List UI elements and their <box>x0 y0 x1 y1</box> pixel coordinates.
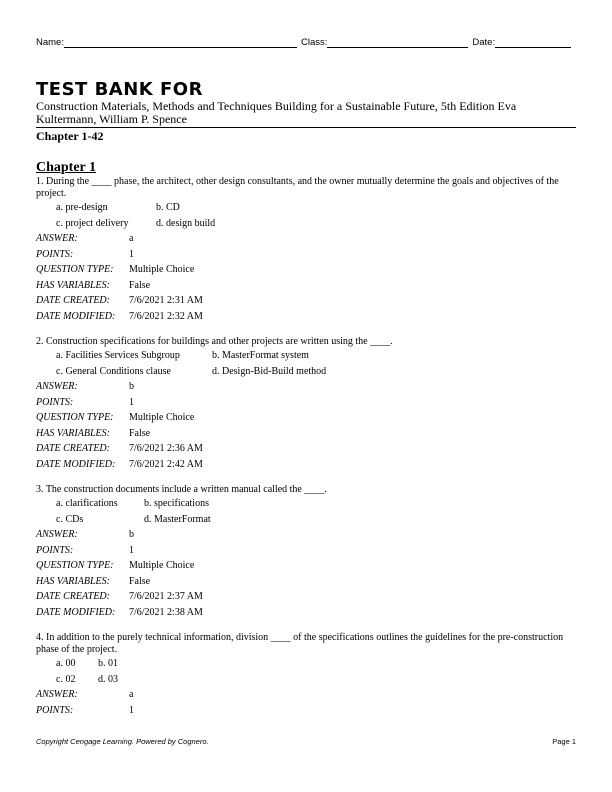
date-blank <box>495 38 571 48</box>
name-label: Name: <box>36 37 64 48</box>
date-modified-value: 7/6/2021 2:42 AM <box>129 458 203 470</box>
book-title-line-1: Construction Materials, Methods and Techniques Building for a Sustainable Future, 5th Edition Eva <box>36 99 517 113</box>
question-type-value: Multiple Choice <box>129 412 195 424</box>
question-list <box>36 160 576 730</box>
answer-option: c. CDs <box>56 513 84 525</box>
question-item <box>36 484 576 620</box>
answer-option: d. MasterFormat <box>144 513 211 525</box>
answer-option: a. clarifications <box>56 498 118 510</box>
question-text: 4. In addition to the purely technical information, division ____ of the specifications outlines the guidelines for the pre-construction phase of the project. <box>36 632 564 655</box>
date-created-label: DATE CREATED: <box>36 443 110 455</box>
points-value: 1 <box>129 396 134 408</box>
answer-option: d. 03 <box>98 673 118 685</box>
name-blank <box>64 38 297 48</box>
question-item <box>36 632 576 718</box>
question-type-value: Multiple Choice <box>129 264 195 276</box>
points-label: POINTS: <box>36 248 74 260</box>
points-label: POINTS: <box>36 544 74 556</box>
title-divider <box>36 127 576 128</box>
test-bank-title: TEST BANK FOR <box>36 79 203 100</box>
copyright-notice: Copyright Cengage Learning. Powered by Cognero. <box>36 737 209 746</box>
date-modified-label: DATE MODIFIED: <box>36 458 116 470</box>
answer-label: ANSWER: <box>36 689 78 701</box>
chapter-range: Chapter 1-42 <box>36 129 104 143</box>
points-value: 1 <box>129 248 134 260</box>
chapter-heading: Chapter 1 <box>36 160 97 175</box>
question-item <box>36 336 576 472</box>
question-text: 3. The construction documents include a written manual called the ____. <box>36 484 327 495</box>
points-label: POINTS: <box>36 396 74 408</box>
date-created-value: 7/6/2021 2:31 AM <box>129 295 203 307</box>
class-blank <box>327 38 468 48</box>
date-created-label: DATE CREATED: <box>36 591 110 603</box>
answer-value: b <box>129 529 134 541</box>
has-variables-label: HAS VARIABLES: <box>36 427 110 439</box>
answer-value: b <box>129 381 134 393</box>
answer-label: ANSWER: <box>36 381 78 393</box>
has-variables-label: HAS VARIABLES: <box>36 575 110 587</box>
answer-option: c. 02 <box>56 673 76 685</box>
answer-option: a. Facilities Services Subgroup <box>56 350 180 362</box>
date-modified-value: 7/6/2021 2:38 AM <box>129 606 203 618</box>
date-created-value: 7/6/2021 2:36 AM <box>129 443 203 455</box>
date-modified-label: DATE MODIFIED: <box>36 310 116 322</box>
answer-option: b. specifications <box>144 498 209 510</box>
has-variables-value: False <box>129 279 151 291</box>
question-text: 1. During the ____ phase, the architect, other design consultants, and the owner mutually determine the goals and objectives of the project. <box>36 176 559 199</box>
answer-option: a. 00 <box>56 658 76 670</box>
question-type-label: QUESTION TYPE: <box>36 264 114 276</box>
answer-option: b. MasterFormat system <box>212 350 309 362</box>
page-number: Page 1 <box>552 737 576 746</box>
date-created-label: DATE CREATED: <box>36 295 110 307</box>
title-block <box>36 80 576 143</box>
class-label: Class: <box>300 37 328 48</box>
has-variables-value: False <box>129 575 151 587</box>
answer-value: a <box>129 689 134 701</box>
answer-label: ANSWER: <box>36 529 78 541</box>
book-title-line-2: Kultermann, William P. Spence <box>36 112 187 126</box>
answer-option: d. design build <box>156 217 216 229</box>
date-modified-label: DATE MODIFIED: <box>36 606 116 618</box>
question-type-value: Multiple Choice <box>129 560 195 572</box>
date-modified-value: 7/6/2021 2:32 AM <box>129 310 203 322</box>
date-label: Date: <box>472 37 496 48</box>
has-variables-label: HAS VARIABLES: <box>36 279 110 291</box>
points-value: 1 <box>129 544 134 556</box>
answer-option: b. 01 <box>98 658 118 670</box>
answer-option: d. Design-Bid-Build method <box>212 365 327 377</box>
answer-option: c. project delivery <box>56 217 129 229</box>
answer-option: a. pre-design <box>56 202 108 214</box>
answer-value: a <box>129 233 134 245</box>
question-type-label: QUESTION TYPE: <box>36 560 114 572</box>
question-item <box>36 176 576 324</box>
answer-option: b. CD <box>156 202 180 214</box>
student-info-header <box>36 37 576 48</box>
has-variables-value: False <box>129 427 151 439</box>
question-type-label: QUESTION TYPE: <box>36 412 114 424</box>
answer-label: ANSWER: <box>36 233 78 245</box>
date-created-value: 7/6/2021 2:37 AM <box>129 591 203 603</box>
points-value: 1 <box>129 704 134 716</box>
answer-option: c. General Conditions clause <box>56 365 171 377</box>
points-label: POINTS: <box>36 704 74 716</box>
page-footer <box>36 737 576 746</box>
question-text: 2. Construction specifications for buildings and other projects are written using the ____. <box>36 336 393 347</box>
